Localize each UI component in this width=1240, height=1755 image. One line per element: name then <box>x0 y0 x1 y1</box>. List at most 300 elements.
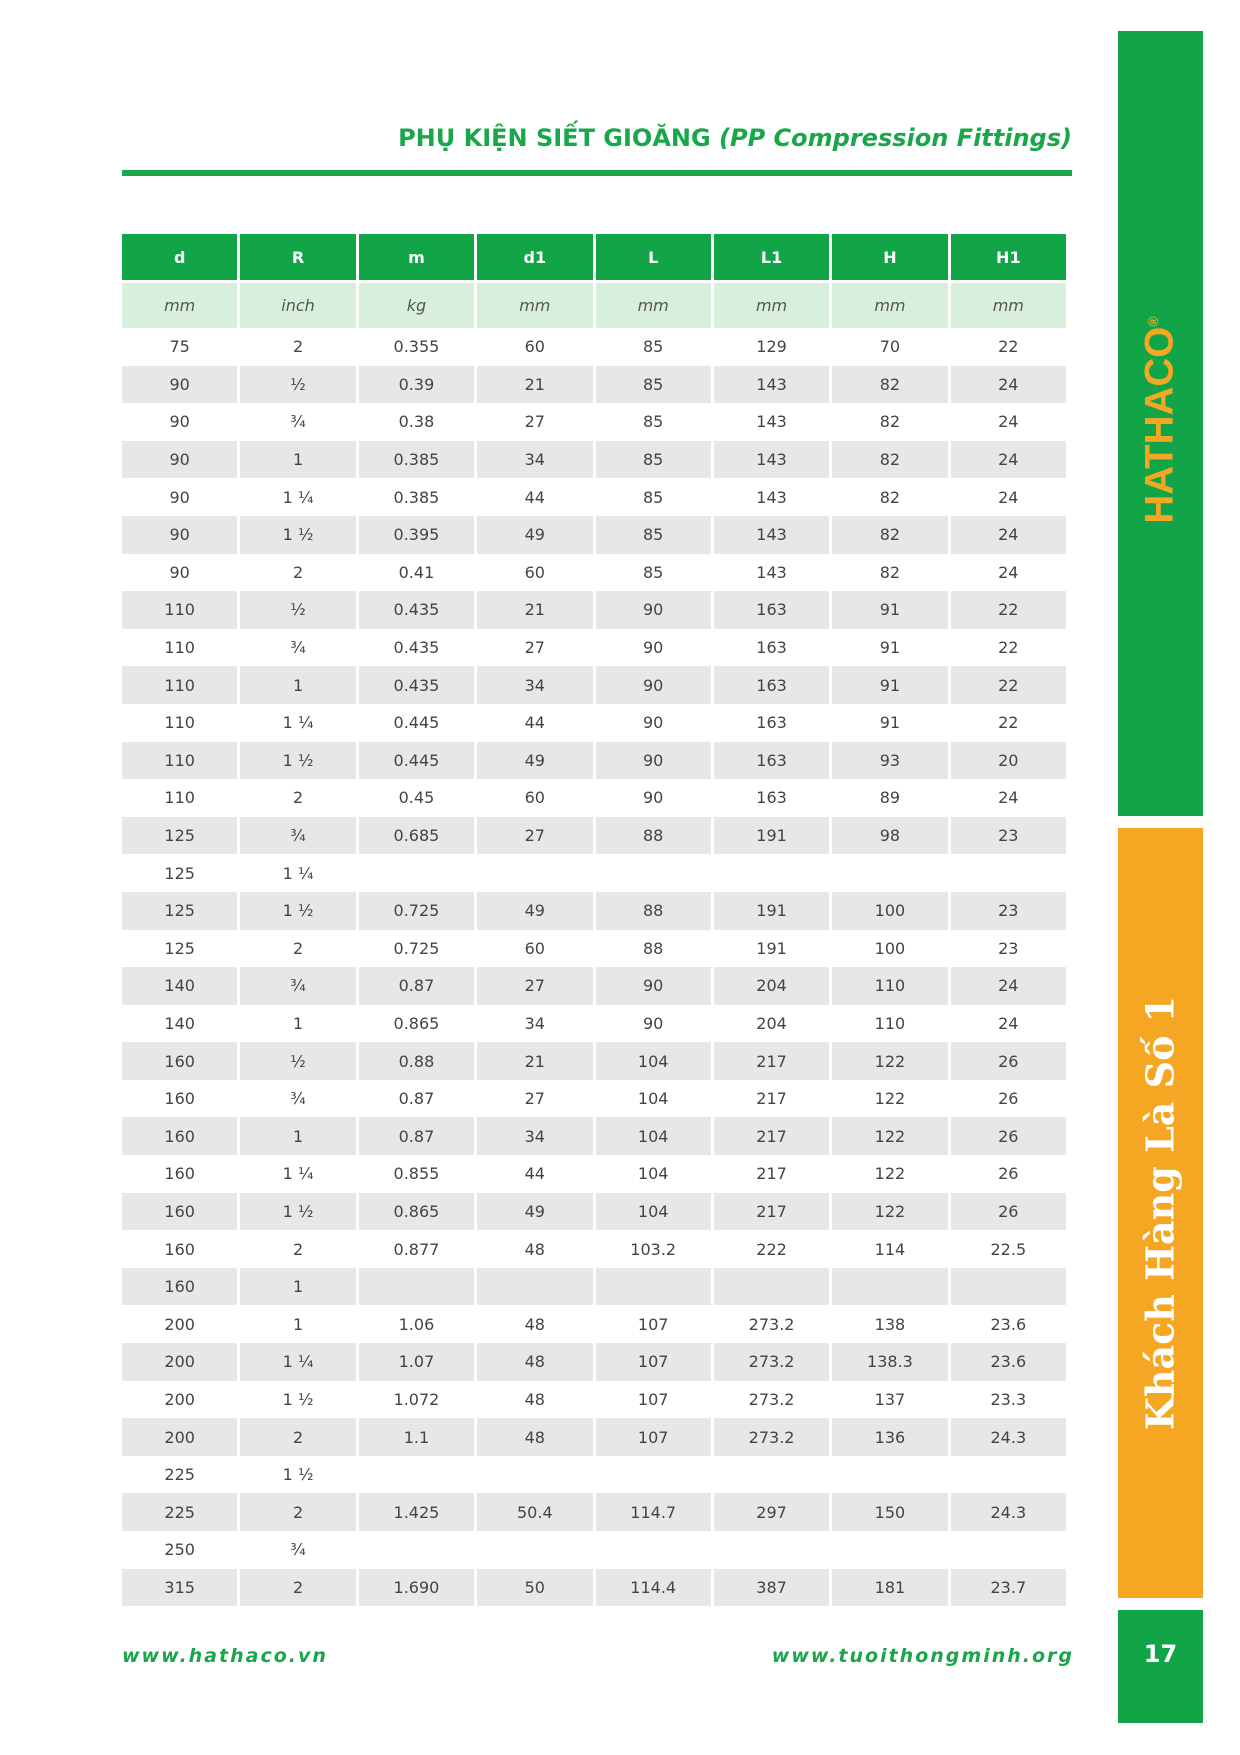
table-cell: 217 <box>714 1042 829 1080</box>
column-header-d1: d1 <box>477 234 592 280</box>
table-row <box>122 666 1066 704</box>
table-cell: 1.690 <box>359 1569 474 1607</box>
table-cell: 0.38 <box>398 412 435 432</box>
table-cell <box>832 1531 947 1569</box>
table-cell: 0.435 <box>359 591 474 629</box>
table-cell: 138.3 <box>832 1343 947 1381</box>
table-cell: 1 ¼ <box>282 487 314 507</box>
units-row <box>122 280 1066 328</box>
table-cell: 0.39 <box>359 366 474 404</box>
table-cell: 90 <box>643 788 664 808</box>
table-cell: 217 <box>714 1193 829 1231</box>
brand-name: HATHACO <box>1137 326 1182 524</box>
table-cell: 22 <box>998 713 1019 733</box>
table-cell: 140 <box>164 1013 195 1033</box>
table-cell: 0.435 <box>393 638 440 658</box>
table-cell <box>951 854 1066 892</box>
table-cell: 24 <box>951 366 1066 404</box>
table-cell: 222 <box>756 1239 787 1259</box>
table-cell: 143 <box>756 562 787 582</box>
table-cell <box>596 1531 711 1569</box>
table-cell: 26 <box>951 1042 1066 1080</box>
table-cell: 122 <box>832 1042 947 1080</box>
slogan: Khách Hàng Là Số 1 <box>1137 995 1183 1431</box>
table-cell: 23.6 <box>951 1343 1066 1381</box>
column-header-m: m <box>359 234 474 280</box>
table-cell: 2 <box>292 938 304 958</box>
table-cell: 75 <box>169 337 190 357</box>
table-cell: 0.435 <box>359 666 474 704</box>
table-cell <box>832 1268 947 1306</box>
table-cell: 160 <box>164 1239 195 1259</box>
table-row <box>122 704 1066 742</box>
table-cell: 26 <box>951 1193 1066 1231</box>
column-header-l1: L1 <box>714 234 829 280</box>
table-cell <box>832 1456 947 1494</box>
table-cell: 44 <box>524 487 545 507</box>
table-row <box>122 1381 1066 1419</box>
table-cell: 22.5 <box>990 1239 1027 1259</box>
table-row <box>122 1418 1066 1456</box>
table-cell: 89 <box>879 788 901 808</box>
table-cell: 1.1 <box>359 1418 474 1456</box>
table-row <box>122 328 1066 366</box>
table-cell: 100 <box>874 938 906 958</box>
table-cell: 143 <box>714 441 829 479</box>
table-cell: 85 <box>643 562 664 582</box>
table-row <box>122 1155 1066 1193</box>
unit-cell: mm <box>714 280 829 328</box>
table-cell: ¾ <box>290 1089 306 1109</box>
table-cell: 48 <box>477 1418 592 1456</box>
table-cell <box>596 1456 711 1494</box>
table-row <box>122 1493 1066 1531</box>
table-cell: 90 <box>643 638 664 658</box>
table-cell: 1 <box>240 441 355 479</box>
title-main: PHỤ KIỆN SIẾT GIOĂNG <box>398 124 711 152</box>
unit-cell: mm <box>951 280 1066 328</box>
table-cell: 1 ½ <box>240 516 355 554</box>
table-cell: 24 <box>951 516 1066 554</box>
table-cell: 136 <box>832 1418 947 1456</box>
table-cell: 22 <box>951 666 1066 704</box>
table-cell: 22 <box>951 591 1066 629</box>
table-cell: 125 <box>122 892 237 930</box>
table-cell: 122 <box>874 1164 906 1184</box>
table-cell: 140 <box>122 967 237 1005</box>
table-cell <box>832 854 947 892</box>
table-cell: 1 ½ <box>240 742 355 780</box>
table-cell: 107 <box>637 1314 669 1334</box>
table-row <box>122 554 1066 592</box>
table-cell: 1 ½ <box>282 1465 314 1485</box>
table-cell: 0.87 <box>359 1117 474 1155</box>
table-cell: 225 <box>122 1493 237 1531</box>
table-cell: 50 <box>477 1569 592 1607</box>
table-cell <box>477 1456 592 1494</box>
table-cell: 0.385 <box>359 441 474 479</box>
table-cell: 125 <box>164 938 195 958</box>
table-cell: 110 <box>164 638 195 658</box>
table-cell: 88 <box>596 817 711 855</box>
table-cell: 49 <box>477 892 592 930</box>
table-cell: 1 <box>240 666 355 704</box>
table-cell: 297 <box>714 1493 829 1531</box>
table-cell <box>951 1531 1066 1569</box>
table-cell: 163 <box>714 666 829 704</box>
table-cell: 90 <box>596 591 711 629</box>
table-cell <box>359 1531 474 1569</box>
table-cell: 1 <box>240 1117 355 1155</box>
table-cell: 200 <box>122 1418 237 1456</box>
table-cell: 60 <box>524 938 545 958</box>
table-cell: 90 <box>169 562 190 582</box>
table-cell: 100 <box>832 892 947 930</box>
table-cell: 217 <box>756 1089 787 1109</box>
table-cell: 191 <box>714 817 829 855</box>
table-cell: 125 <box>164 863 195 883</box>
column-header-l: L <box>596 234 711 280</box>
fittings-table <box>119 234 1069 1606</box>
table-cell: 160 <box>164 1089 195 1109</box>
table-cell: 0.855 <box>393 1164 440 1184</box>
table-cell: 273.2 <box>748 1389 795 1409</box>
table-cell: 163 <box>756 713 787 733</box>
table-cell: 107 <box>596 1418 711 1456</box>
table-cell: 26 <box>998 1089 1019 1109</box>
table-cell: 315 <box>122 1569 237 1607</box>
table-cell <box>477 1531 592 1569</box>
table-cell: ¾ <box>240 967 355 1005</box>
table-row <box>122 1193 1066 1231</box>
table-cell: 90 <box>596 742 711 780</box>
table-cell: 48 <box>524 1239 545 1259</box>
table-cell: 85 <box>596 366 711 404</box>
table-cell: 27 <box>524 1089 545 1109</box>
table-cell: 0.865 <box>359 1193 474 1231</box>
table-cell <box>359 1268 474 1306</box>
table-cell <box>477 854 592 892</box>
table-cell: 0.88 <box>359 1042 474 1080</box>
table-cell: 50.4 <box>477 1493 592 1531</box>
table-row <box>122 892 1066 930</box>
table-cell <box>359 854 474 892</box>
table-cell: 107 <box>596 1343 711 1381</box>
table-cell: 90 <box>122 366 237 404</box>
table-cell: 2 <box>292 1239 304 1259</box>
table-cell: 110 <box>122 666 237 704</box>
table-cell: 200 <box>164 1389 195 1409</box>
table-cell: 24 <box>998 412 1019 432</box>
table-row <box>122 1080 1066 1118</box>
table-cell: 20 <box>951 742 1066 780</box>
table-cell: 85 <box>596 516 711 554</box>
table-cell: 24.3 <box>951 1493 1066 1531</box>
table-cell: 48 <box>524 1314 545 1334</box>
footer-link-hathaco[interactable]: www.hathaco.vn <box>122 1645 328 1667</box>
table-cell: 90 <box>643 713 664 733</box>
table-cell: 49 <box>477 516 592 554</box>
table-cell <box>477 1268 592 1306</box>
table-row <box>122 1569 1066 1607</box>
table-cell: 85 <box>596 441 711 479</box>
table-cell: 225 <box>164 1465 195 1485</box>
table-cell: 191 <box>756 938 787 958</box>
table-cell: 1 ¼ <box>282 1164 314 1184</box>
table-row <box>122 478 1066 516</box>
table-cell: 160 <box>122 1042 237 1080</box>
table-row <box>122 1005 1066 1043</box>
table-cell <box>951 1268 1066 1306</box>
table-cell: 85 <box>643 337 664 357</box>
table-cell: 23 <box>951 817 1066 855</box>
table-cell: 0.45 <box>398 788 435 808</box>
table-cell: 250 <box>164 1540 195 1560</box>
table-cell: 21 <box>477 1042 592 1080</box>
table-cell: 26 <box>998 1164 1019 1184</box>
table-cell: 24 <box>998 1013 1019 1033</box>
table-row <box>122 742 1066 780</box>
table-cell: 110 <box>122 742 237 780</box>
table-cell: 85 <box>643 487 664 507</box>
table-cell: 114 <box>874 1239 906 1259</box>
table-cell: 21 <box>477 591 592 629</box>
table-cell: 110 <box>164 788 195 808</box>
table-cell: 0.41 <box>398 562 435 582</box>
footer-link-tuoithongminh[interactable]: www.tuoithongminh.org <box>771 1645 1074 1667</box>
table-cell: 82 <box>832 516 947 554</box>
table-cell: 129 <box>756 337 787 357</box>
page-number: 17 <box>1118 1610 1203 1723</box>
table-cell: 150 <box>832 1493 947 1531</box>
table-cell: 104 <box>637 1089 669 1109</box>
table-cell: 163 <box>714 742 829 780</box>
table-cell: 2 <box>240 1569 355 1607</box>
table-cell <box>359 1456 474 1494</box>
table-cell <box>714 1456 829 1494</box>
table-cell: 49 <box>477 742 592 780</box>
table-cell: 200 <box>122 1343 237 1381</box>
table-cell: 137 <box>874 1389 906 1409</box>
table-cell: 34 <box>477 1117 592 1155</box>
table-cell: 200 <box>164 1314 195 1334</box>
table-cell: 91 <box>879 713 901 733</box>
table-cell: 60 <box>524 562 545 582</box>
table-cell: 104 <box>596 1042 711 1080</box>
table-cell: 90 <box>122 516 237 554</box>
table-cell: ¾ <box>290 638 306 658</box>
table-cell: 26 <box>951 1117 1066 1155</box>
table-cell: 138 <box>874 1314 906 1334</box>
table-cell: 273.2 <box>714 1343 829 1381</box>
table-cell: 60 <box>524 788 545 808</box>
table-cell: 110 <box>874 1013 906 1033</box>
table-cell: 1 ½ <box>240 892 355 930</box>
table-cell: 0.877 <box>393 1239 440 1259</box>
table-cell: 60 <box>524 337 545 357</box>
table-cell: 90 <box>169 487 190 507</box>
title-divider <box>122 170 1072 176</box>
table-cell: 1.06 <box>398 1314 435 1334</box>
column-header-r: R <box>240 234 355 280</box>
table-cell: 0.865 <box>393 1013 440 1033</box>
table-cell: 90 <box>169 412 190 432</box>
table-cell: 27 <box>477 967 592 1005</box>
table-cell: 91 <box>832 666 947 704</box>
column-header-h: H <box>832 234 947 280</box>
table-row <box>122 854 1066 892</box>
table-cell: 90 <box>643 1013 664 1033</box>
table-cell: 1 ½ <box>240 1193 355 1231</box>
table-cell: 273.2 <box>748 1314 795 1334</box>
unit-cell: mm <box>477 280 592 328</box>
table-cell: 2 <box>240 1493 355 1531</box>
unit-cell: inch <box>240 280 355 328</box>
table-cell: ½ <box>240 366 355 404</box>
table-cell: 24 <box>998 487 1019 507</box>
table-row <box>122 1117 1066 1155</box>
table-cell: 110 <box>164 713 195 733</box>
table-cell: 90 <box>596 967 711 1005</box>
table-cell: 24 <box>998 562 1019 582</box>
table-cell: 82 <box>832 441 947 479</box>
table-cell: 143 <box>714 366 829 404</box>
unit-cell: mm <box>122 280 237 328</box>
table-cell: 1 ¼ <box>282 713 314 733</box>
title-sub: (PP Compression Fittings) <box>719 124 1072 152</box>
table-row <box>122 1531 1066 1569</box>
table-cell: 160 <box>122 1193 237 1231</box>
table-cell: ¾ <box>240 817 355 855</box>
table-cell: 1.072 <box>393 1389 440 1409</box>
table-cell: 0.445 <box>393 713 440 733</box>
table-cell: 143 <box>714 516 829 554</box>
table-row <box>122 779 1066 817</box>
table-cell: 34 <box>477 441 592 479</box>
table-cell: 273.2 <box>714 1418 829 1456</box>
table-row <box>122 1343 1066 1381</box>
table-cell: 104 <box>596 1193 711 1231</box>
table-cell: 160 <box>122 1268 237 1306</box>
table-cell: ¾ <box>290 1540 306 1560</box>
table-row <box>122 366 1066 404</box>
table-row <box>122 629 1066 667</box>
table-cell: 48 <box>477 1343 592 1381</box>
table-cell: 122 <box>832 1193 947 1231</box>
table-cell: 181 <box>832 1569 947 1607</box>
brand-logo <box>1138 316 1183 523</box>
table-cell: 217 <box>756 1164 787 1184</box>
table-cell: 0.385 <box>393 487 440 507</box>
table-row <box>122 967 1066 1005</box>
table-cell: 88 <box>596 892 711 930</box>
table-cell: 90 <box>122 441 237 479</box>
table-cell: 104 <box>596 1117 711 1155</box>
table-cell: 103.2 <box>630 1239 677 1259</box>
table-cell: 22 <box>998 337 1019 357</box>
table-cell: 125 <box>122 817 237 855</box>
table-cell: 82 <box>832 366 947 404</box>
table-cell: 204 <box>714 967 829 1005</box>
table-cell: 85 <box>643 412 664 432</box>
table-cell: 0.355 <box>393 337 440 357</box>
table-cell: 114.4 <box>596 1569 711 1607</box>
table-cell: 0.725 <box>359 892 474 930</box>
table-cell: 160 <box>164 1164 195 1184</box>
table-cell: 70 <box>879 337 901 357</box>
table-cell: 21 <box>477 366 592 404</box>
table-cell: 27 <box>524 412 545 432</box>
table-cell: 27 <box>524 638 545 658</box>
table-cell: 23 <box>998 938 1019 958</box>
table-cell: 122 <box>832 1117 947 1155</box>
table-row <box>122 1230 1066 1268</box>
table-cell: 104 <box>637 1164 669 1184</box>
table-cell: 93 <box>832 742 947 780</box>
unit-cell: kg <box>359 280 474 328</box>
table-cell <box>714 854 829 892</box>
table-cell: 1.425 <box>359 1493 474 1531</box>
table-cell <box>596 854 711 892</box>
table-cell: ¾ <box>290 412 306 432</box>
table-cell: 24 <box>951 967 1066 1005</box>
table-row <box>122 817 1066 855</box>
table-cell: 0.685 <box>359 817 474 855</box>
table-cell: 0.87 <box>398 1089 435 1109</box>
table-row <box>122 930 1066 968</box>
table-cell: 44 <box>524 713 545 733</box>
table-cell: 22 <box>998 638 1019 658</box>
unit-cell: mm <box>596 280 711 328</box>
table-cell: 163 <box>756 638 787 658</box>
table-cell: 1 <box>292 1314 304 1334</box>
table-cell: 24 <box>998 788 1019 808</box>
table-cell: 1 ½ <box>282 1389 314 1409</box>
table-header-row <box>122 234 1066 280</box>
table-row <box>122 1456 1066 1494</box>
table-cell <box>714 1531 829 1569</box>
table-cell: 122 <box>874 1089 906 1109</box>
table-cell: 91 <box>879 638 901 658</box>
column-header-d: d <box>122 234 237 280</box>
registered-mark: ® <box>1145 316 1162 327</box>
table-cell: 0.395 <box>359 516 474 554</box>
table-cell: ½ <box>240 591 355 629</box>
table-cell <box>714 1268 829 1306</box>
page-title <box>398 118 1072 158</box>
table-row <box>122 441 1066 479</box>
table-cell: 82 <box>879 487 901 507</box>
table-row <box>122 591 1066 629</box>
table-cell: 44 <box>524 1164 545 1184</box>
table-cell: 34 <box>524 1013 545 1033</box>
table-cell: 23 <box>951 892 1066 930</box>
table-cell: 27 <box>477 817 592 855</box>
table-cell: 23.7 <box>951 1569 1066 1607</box>
table-cell: 2 <box>292 788 304 808</box>
table-cell: 163 <box>714 591 829 629</box>
table-row <box>122 1042 1066 1080</box>
table-row <box>122 1268 1066 1306</box>
table-cell: 1 ¼ <box>240 1343 355 1381</box>
table-cell: 48 <box>524 1389 545 1409</box>
table-cell: 23.6 <box>990 1314 1027 1334</box>
table-cell: 387 <box>714 1569 829 1607</box>
table-cell: 1.07 <box>359 1343 474 1381</box>
table-cell: 2 <box>240 1418 355 1456</box>
table-row <box>122 403 1066 441</box>
table-cell: 143 <box>756 412 787 432</box>
